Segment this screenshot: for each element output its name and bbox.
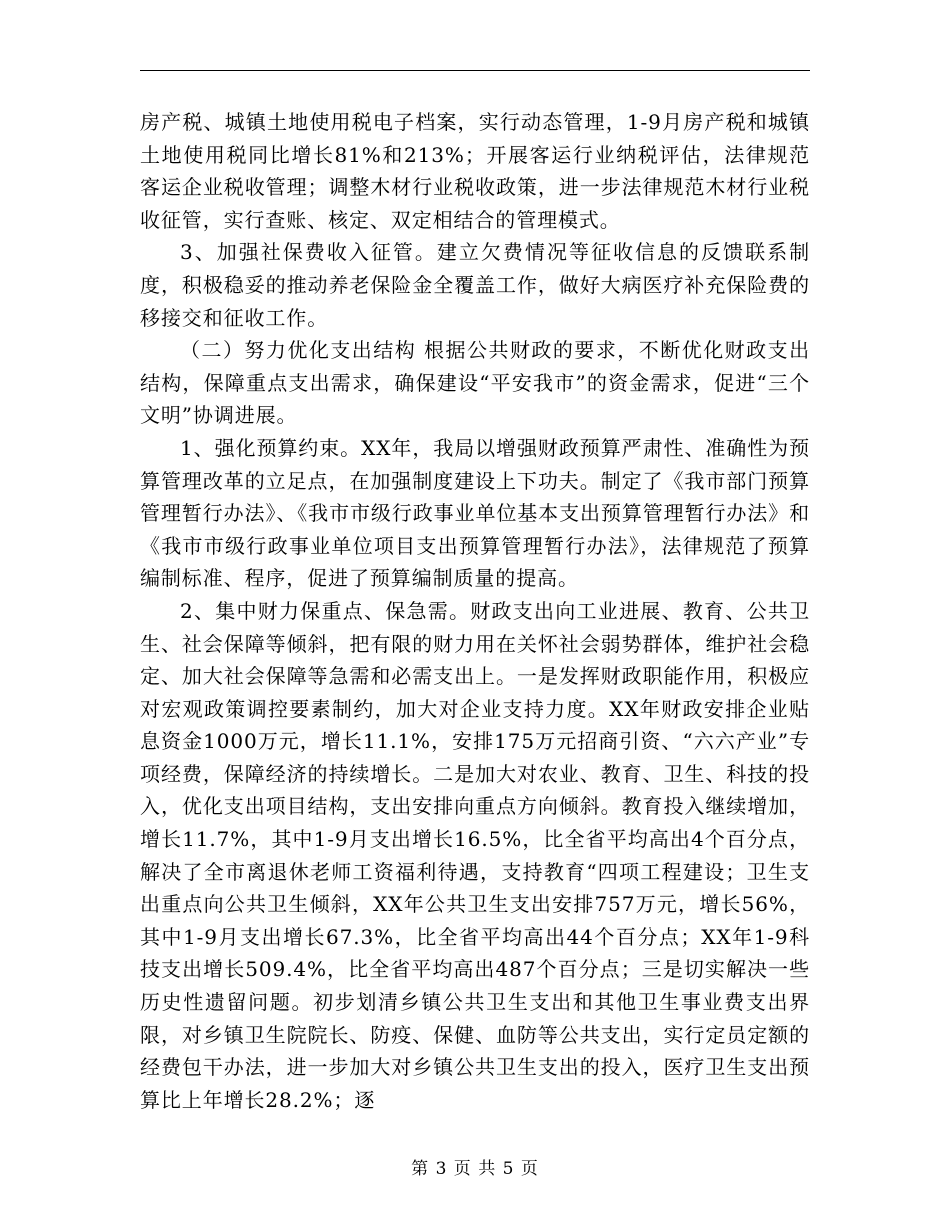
paragraph-continuation: 房产税、城镇土地使用税电子档案，实行动态管理，1-9月房产税和城镇土地使用税同比增长81%和213%；开展客运行业纳税评估，法律规范客运企业税收管理；调整木材行业税收政策，进一步法律规范木材行业税收征管，实行查账、核定、双定相结合的管理模式。 xyxy=(140,110,810,232)
paragraph-key-priorities: 2、集中财力保重点、保急需。财政支出向工业进展、教育、公共卫生、社会保障等倾斜，把有限的财力用在关怀社会弱势群体，维护社会稳定、加大社会保障等急需和必需支出上。一是发挥财政职能作用，积极应对宏观政策调控要素制约，加大对企业支持力度。XX年财政安排企业贴息资金1000万元，增长11.1%，安排175万元招商引资、“六六产业”专项经费，保障经济的持续增长。二是加大对农业、教育、卫生、科技的投入，优化支出项目结构，支出安排向重点方向倾斜。教育投入继续增加，增长11.7%，其中1-9月支出增长16.5%，比全省平均高出4个百分点，解决了全市离退休老师工资福利待遇，支持教育“四项工程建设；卫生支出重点向公共卫生倾斜，XX年公共卫生支出安排757万元，增长56%，其中1-9月支出增长67.3%，比全省平均高出44个百分点；XX年1-9科技支出增长509.4%，比全省平均高出487个百分点；三是切实解决一些历史性遗留问题。初步划清乡镇公共卫生支出和其他卫生事业费支出界限，对乡镇卫生院院长、防疫、保健、血防等公共支出，实行定员定额的经费包干办法，进一步加大对乡镇公共卫生支出的投入，医疗卫生支出预算比上年增长28.2%；逐 xyxy=(140,598,810,1112)
page-number: 第 3 页 共 5 页 xyxy=(411,1159,539,1179)
document-body xyxy=(140,106,810,1116)
paragraph-budget-constraint: 1、强化预算约束。XX年，我局以增强财政预算严肃性、准确性为预算管理改革的立足点，在加强制度建设上下功夫。制定了《我市部门预算管理暂行办法》、《我市市级行政事业单位基本支出预算管理暂行办法》和《我市市级行政事业单位项目支出预算管理暂行办法》，法律规范了预算编制标准、程序，促进了预算编制质量的提高。 xyxy=(140,435,810,591)
paragraph-social-insurance: 3、加强社保费收入征管。建立欠费情况等征收信息的反馈联系制度，积极稳妥的推动养老保险金全覆盖工作，做好大病医疗补充保险费的移接交和征收工作。 xyxy=(140,240,810,330)
paragraph-expenditure-structure: （二）努力优化支出结构 根据公共财政的要求，不断优化财政支出结构，保障重点支出需求，确保建设“平安我市”的资金需求，促进“三个文明”协调进展。 xyxy=(140,338,810,428)
header-rule xyxy=(140,70,810,71)
